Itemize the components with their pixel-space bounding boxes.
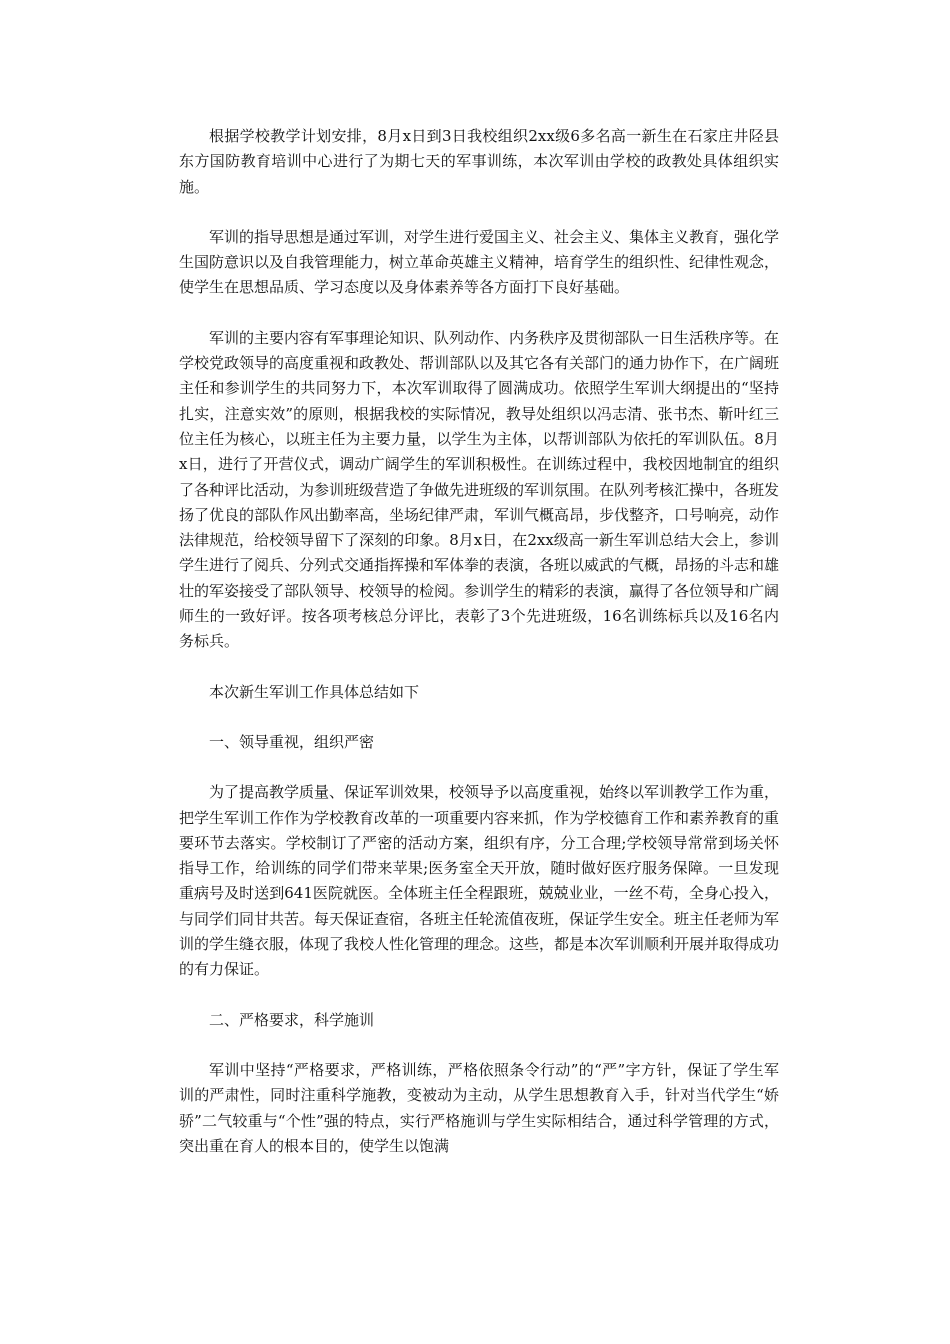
paragraph-guiding-ideology: 军训的指导思想是通过军训，对学生进行爱国主义、社会主义、集体主义教育，强化学生国防意识以及自我管理能力，树立革命英雄主义精神，培育学生的组织性、纪律性观念，使学生在思想品质、学习态度以及身体素养等各方面打下良好基础。 <box>179 227 780 297</box>
paragraph-section-2: 军训中坚持“严格要求，严格训练，严格依照条令行动”的“严”字方针，保证了学生军训的严肃性，同时注重科学施教，变被动为主动，从学生思想教育入手，针对当代学生“娇骄”二气较重与“个性”强的特点，实行严格施训与学生实际相结合，通过科学管理的方式，突出重在育人的根本目的，使学生以饱满 <box>179 1060 779 1155</box>
section-heading-2: 二、严格要求，科学施训 <box>209 1010 375 1029</box>
document-page <box>179 124 779 1184</box>
summary-heading: 本次新生军训工作具体总结如下 <box>209 682 420 701</box>
paragraph-intro: 根据学校教学计划安排，8月x日到3日我校组织2xx级6多名高一新生在石家庄井陉县东方国防教育培训中心进行了为期七天的军事训练，本次军训由学校的政教处具体组织实施。 <box>179 127 779 196</box>
paragraph-section-1: 为了提高教学质量、保证军训效果，校领导予以高度重视，始终以军训教学工作为重，把学生军训工作作为学校教育改革的一项重要内容来抓，作为学校德育工作和素养教育的重要环节去落实。学校制订了严密的活动方案，组织有序，分工合理;学校领导常常到场关怀指导工作，给训练的同学们带来苹果;医务室全天开放，随时做好医疗服务保障。一旦发现重病号及时送到641医院就医。全体班主任全程跟班，兢兢业业，一丝不苟，全身心投入，与同学们同甘共苦。每天保证查宿，各班主任轮流值夜班，保证学生安全。班主任老师为军训的学生缝衣服，体现了我校人性化管理的理念。这些，都是本次军训顺利开展并取得成功的有力保证。 <box>179 783 780 979</box>
section-heading-1: 一、领导重视，组织严密 <box>209 732 375 751</box>
paragraph-main-content: 军训的主要内容有军事理论知识、队列动作、内务秩序及贯彻部队一日生活秩序等。在学校党政领导的高度重视和政教处、帮训部队以及其它各有关部门的通力协作下，在广阔班主任和参训学生的共同努力下，本次军训取得了圆满成功。依照学生军训大纲提出的“坚持扎实，注意实效”的原则，根据我校的实际情况，教导处组织以冯志清、张书杰、靳叶红三位主任为核心，以班主任为主要力量，以学生为主体，以帮训部队为依托的军训队伍。8月x日，进行了开营仪式，调动广阔学生的军训积极性。在训练过程中，我校因地制宜的组织了各种评比活动，为参训班级营造了争做先进班级的军训氛围。在队列考核汇操中，各班发扬了优良的部队作风出勤率高，坐场纪律严肃，军训气概高昂，步伐整齐，口号响亮，动作法律规范，给校领导留下了深刻的印象。8月x日，在2xx级高一新生军训总结大会上，参训学生进行了阅兵、分列式交通指挥操和军体拳的表演，各班以威武的气概，昂扬的斗志和雄壮的军姿接受了部队领导、校领导的检阅。参训学生的精彩的表演，赢得了各位领导和广阔师生的一致好评。按各项考核总分评比，表彰了3个先进班级，16名训练标兵以及16名内务标兵。 <box>179 328 780 651</box>
